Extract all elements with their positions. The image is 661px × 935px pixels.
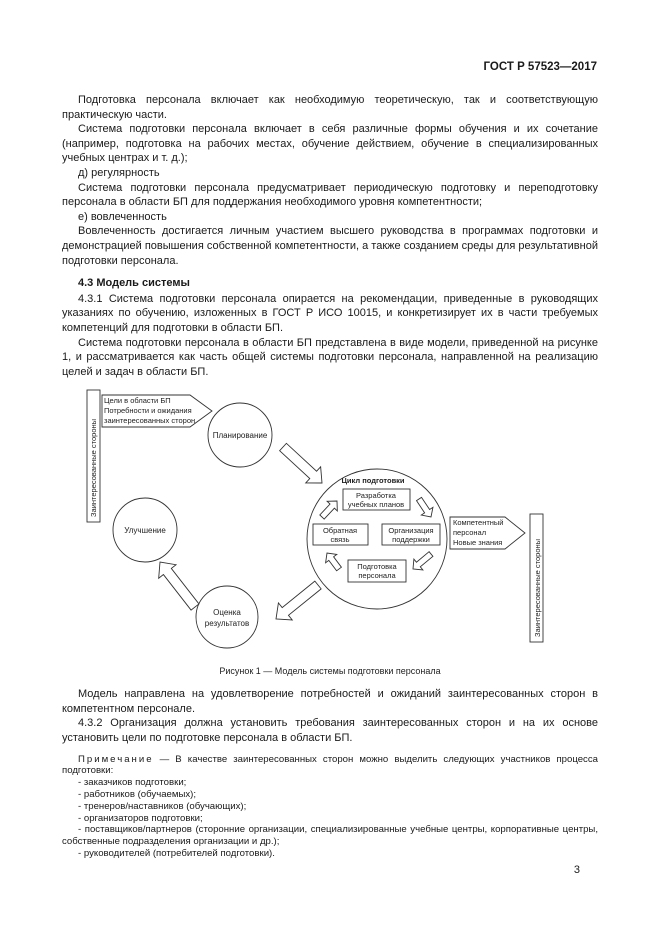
paragraph: Система подготовки персонала включает в себя различные формы обучения и их сочетание (например, подготовка на рабочих местах, обучение действием, обучение в специализированных учебных центрах и т. д.); bbox=[62, 123, 598, 165]
input-line: заинтересованных сторон bbox=[104, 416, 196, 426]
paragraph: Модель направлена на удовлетворение потребностей и ожиданий заинтересованных сторон в компетентном персонале. bbox=[62, 688, 598, 715]
box-support-label: поддержки bbox=[392, 535, 430, 545]
improvement-label: Улучшение bbox=[124, 526, 166, 536]
box-training-label: персонала bbox=[358, 571, 396, 581]
output-line: Новые знания bbox=[453, 538, 503, 548]
paragraph: Вовлеченность достигается личным участием высшего руководства в программах подготовки и демонстрацией повышения собственной компетентности, а также созданием среды для результативной подготовки персонала. bbox=[62, 225, 598, 267]
note-text: — В качестве заинтересованных сторон можно выделить следующих участников процесса подготовки: bbox=[62, 753, 598, 777]
figure-caption: Рисунок 1 — Модель системы подготовки персонала bbox=[219, 666, 441, 677]
input-line: Цели в области БП bbox=[104, 396, 171, 406]
cycle-arrow bbox=[413, 552, 433, 570]
paragraph: 4.3.1 Система подготовки персонала опирается на рекомендации, приведенные в руководящих указаниях по обучению, изложенных в ГОСТ Р ИСО 10015, и конкретизирует их в части требуемых компетенций для подготовки в области БП. bbox=[62, 292, 598, 334]
cycle-arrow bbox=[326, 553, 342, 571]
arrow-evaluation-to-improvement bbox=[159, 562, 199, 610]
left-stakeholders-label: Заинтересованные стороны bbox=[89, 419, 98, 518]
evaluation-circle bbox=[196, 586, 258, 648]
input-line: Потребности и ожидания bbox=[104, 406, 192, 416]
note-item: - работников (обучаемых); bbox=[78, 789, 197, 801]
right-stakeholders-label: Заинтересованные стороны bbox=[533, 539, 542, 638]
box-develop-label: Разработка bbox=[356, 491, 396, 501]
paragraph: 4.3.2 Организация должна установить требования заинтересованных сторон и на их основе установить цели по подготовке персонала в области БП. bbox=[62, 717, 598, 745]
box-feedback-label: Обратная bbox=[322, 526, 358, 536]
evaluation-label: результатов bbox=[204, 619, 250, 629]
output-line: персонал bbox=[453, 528, 487, 538]
planning-label: Планирование bbox=[212, 431, 268, 441]
note-label: Примечание bbox=[78, 753, 154, 765]
note-intro bbox=[62, 754, 598, 778]
arrow-planning-to-cycle bbox=[280, 444, 322, 484]
note-item: - организаторов подготовки; bbox=[78, 812, 203, 824]
list-item-e: е) вовлеченность bbox=[78, 210, 167, 223]
box-develop-label: учебных планов bbox=[347, 500, 405, 510]
note-item: - заказчиков подготовки; bbox=[78, 777, 187, 789]
page-body bbox=[62, 93, 598, 876]
box-training-label: Подготовка bbox=[357, 562, 397, 572]
paragraph: Подготовка персонала включает как необходимую теоретическую, так и соответствующую практическую части. bbox=[62, 94, 598, 121]
evaluation-label: Оценка bbox=[213, 608, 241, 618]
list-item-d: д) регулярность bbox=[78, 166, 160, 179]
note-item: - тренеров/наставников (обучающих); bbox=[78, 800, 247, 812]
arrow-cycle-to-evaluation bbox=[276, 581, 321, 620]
cycle-title: Цикл подготовки bbox=[341, 476, 405, 486]
cycle-arrow bbox=[417, 498, 433, 518]
box-feedback-label: связь bbox=[330, 535, 350, 545]
box-support-label: Организация bbox=[388, 526, 434, 536]
paragraph: Система подготовки персонала предусматривает периодическую подготовку и переподготовку персонала в области БП для поддержания необходимого уровня компетентности; bbox=[62, 181, 598, 209]
page-number: 3 bbox=[573, 863, 580, 876]
section-heading: 4.3 Модель системы bbox=[78, 277, 190, 290]
document-header: ГОСТ Р 57523—2017 bbox=[483, 61, 597, 73]
note-item: - руководителей (потребителей подготовки). bbox=[78, 848, 275, 860]
paragraph: Система подготовки персонала в области БП представлена в виде модели, приведенной на рисунке 1, и рассматривается как часть общей системы подготовки персонала, направленной на реализацию целей и задач в области БП. bbox=[62, 336, 598, 378]
cycle-arrow bbox=[320, 501, 338, 519]
note bbox=[62, 754, 598, 860]
note-item: - поставщиков/партнеров (сторонние организации, специализированные учебные центры, корпоративные центры, собственные подразделения организации и др.); bbox=[62, 824, 598, 848]
output-line: Компетентный bbox=[453, 518, 504, 528]
figure-diagram bbox=[0, 382, 661, 682]
